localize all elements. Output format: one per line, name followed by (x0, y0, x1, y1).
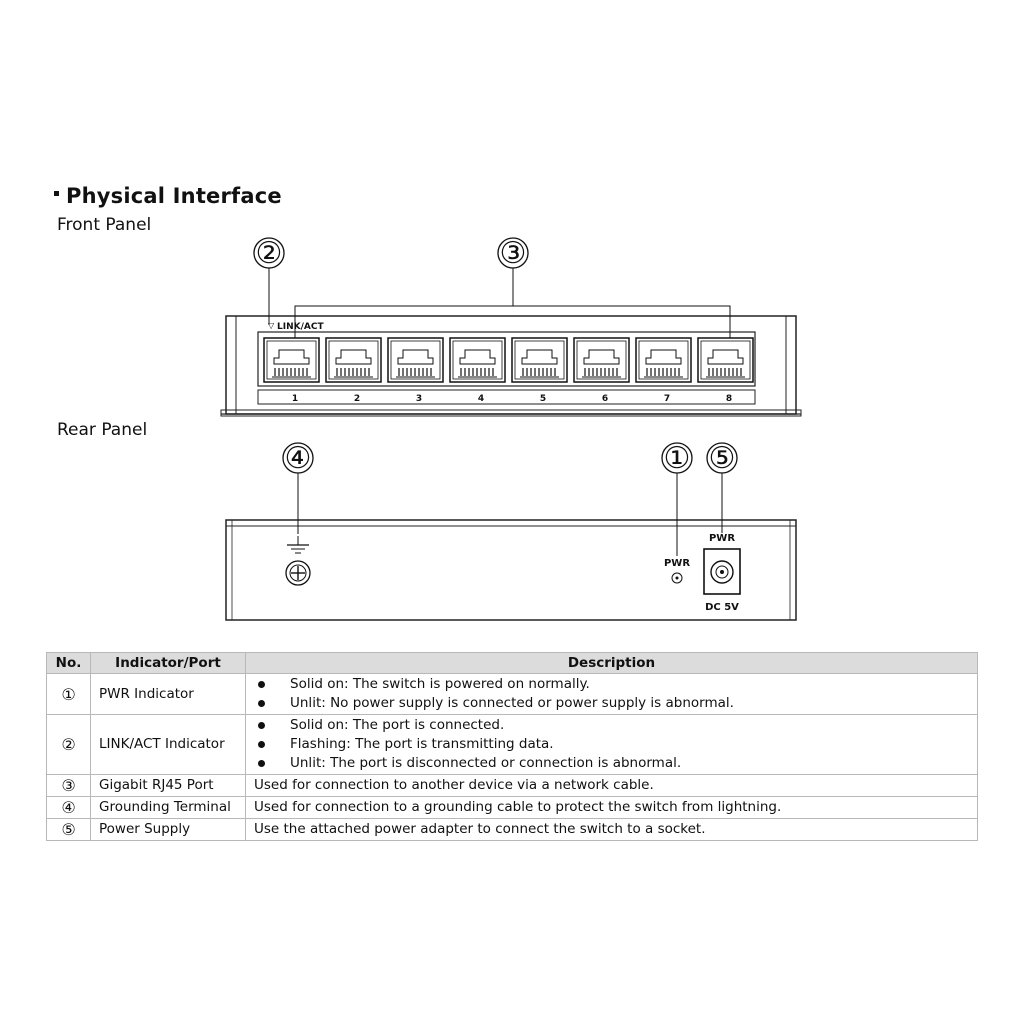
row-description: Used for connection to a grounding cable to protect the switch from lightning. (246, 797, 978, 819)
table-row (47, 797, 978, 819)
row-name: Power Supply (91, 819, 246, 841)
port-number-label: 1 (291, 394, 299, 404)
port-number-label: 4 (477, 394, 485, 404)
table-row (47, 715, 978, 775)
section-title-text: Physical Interface (66, 184, 282, 208)
table-header-row (47, 653, 978, 674)
port-number-label: 7 (663, 394, 671, 404)
link-act-triangle-icon: ▽ (268, 321, 275, 330)
list-item: Flashing: The port is transmitting data. (254, 735, 969, 754)
row-description (246, 674, 978, 715)
interface-table (46, 652, 978, 841)
list-item: Solid on: The switch is powered on normally. (254, 675, 969, 694)
dc-jack-icon (704, 549, 740, 594)
header-description: Description (246, 653, 978, 674)
rear-panel-label: Rear Panel (57, 420, 148, 440)
row-name: Grounding Terminal (91, 797, 246, 819)
front-panel (221, 316, 801, 416)
row-number: ② (47, 715, 91, 775)
header-no: No. (47, 653, 91, 674)
callout-2-label: ② (255, 236, 283, 271)
row-name: PWR Indicator (91, 674, 246, 715)
front-panel-label: Front Panel (57, 215, 152, 235)
callout-3-label: ③ (499, 236, 527, 271)
row-description: Used for connection to another device via a network cable. (246, 775, 978, 797)
port-number-label: 3 (415, 394, 423, 404)
row-name: Gigabit RJ45 Port (91, 775, 246, 797)
callout-5 (707, 441, 737, 533)
link-act-label: LINK/ACT (277, 322, 324, 332)
rear-panel (226, 520, 796, 620)
port-number-label: 2 (353, 394, 361, 404)
list-item: Solid on: The port is connected. (254, 716, 969, 735)
port-number-label: 8 (725, 394, 733, 404)
callout-2 (254, 236, 284, 325)
ground-screw-icon (286, 561, 310, 585)
row-number: ④ (47, 797, 91, 819)
callout-1-label: ① (663, 441, 691, 476)
port-number-label: 5 (539, 394, 547, 404)
row-name: LINK/ACT Indicator (91, 715, 246, 775)
list-item: Unlit: The port is disconnected or connection is abnormal. (254, 754, 969, 773)
row-number: ⑤ (47, 819, 91, 841)
callout-5-label: ⑤ (708, 441, 736, 476)
list-item: Unlit: No power supply is connected or power supply is abnormal. (254, 694, 969, 713)
port-number-label: 6 (601, 394, 609, 404)
callout-4-label: ④ (284, 441, 312, 476)
row-description: Use the attached power adapter to connect the switch to a socket. (246, 819, 978, 841)
header-indicator-port: Indicator/Port (91, 653, 246, 674)
row-number: ③ (47, 775, 91, 797)
table-row (47, 819, 978, 841)
row-number: ① (47, 674, 91, 715)
dc-5v-label: DC 5V (705, 602, 739, 613)
pwr-jack-label: PWR (708, 533, 736, 544)
pwr-led-label: PWR (663, 558, 691, 569)
row-description (246, 715, 978, 775)
table-row (47, 775, 978, 797)
table-row (47, 674, 978, 715)
